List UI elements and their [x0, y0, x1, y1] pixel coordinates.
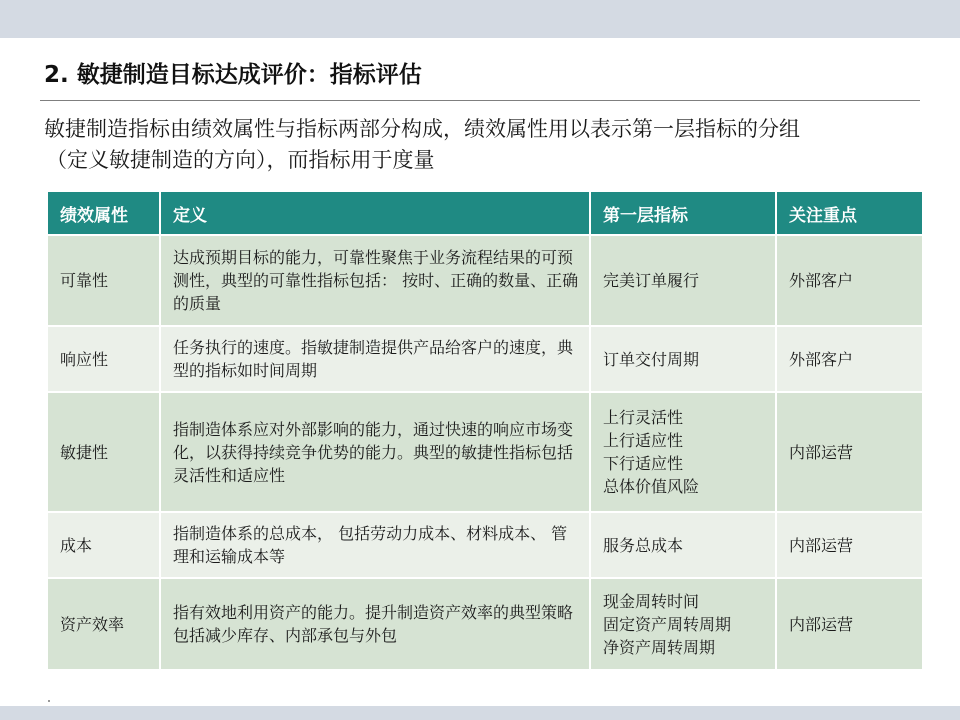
- metric-item: 下行适应性: [603, 454, 684, 473]
- intro-line-2: （定义敏捷制造的方向），而指标用于度量: [46, 148, 435, 172]
- cell-metrics: [590, 235, 776, 326]
- cell-focus: 内部运营: [776, 578, 922, 669]
- metric-item: 上行适应性: [603, 431, 684, 450]
- top-band: [0, 0, 960, 38]
- cell-metrics: [590, 578, 776, 669]
- cell-focus: 外部客户: [776, 326, 922, 392]
- metric-item: 订单交付周期: [603, 349, 700, 369]
- cell-definition: 达成预期目标的能力，可靠性聚焦于业务流程结果的可预测性，典型的可靠性指标包括： 按时、正确的数量、正确的质量: [160, 235, 590, 326]
- cell-attribute: 成本: [48, 512, 160, 578]
- metric-item: 净资产周转周期: [603, 637, 716, 657]
- cell-focus: 内部运营: [776, 392, 922, 512]
- intro-text: [44, 114, 924, 176]
- cell-metrics: [590, 392, 776, 512]
- table-row: [48, 326, 922, 392]
- cell-attribute: 资产效率: [48, 578, 160, 669]
- header-first-level-metrics: 第一层指标: [590, 192, 776, 235]
- cell-focus: 外部客户: [776, 235, 922, 326]
- cell-definition: 指制造体系的总成本， 包括劳动力成本、材料成本、 管理和运输成本等: [160, 512, 590, 578]
- table-row: [48, 512, 922, 578]
- table-row: [48, 578, 922, 669]
- cell-focus: 内部运营: [776, 512, 922, 578]
- metric-item: 固定资产周转周期: [603, 614, 732, 634]
- bottom-band: [0, 706, 960, 720]
- table-row: [48, 235, 922, 326]
- metric-item: 服务总成本: [603, 535, 684, 555]
- footer-dot: [48, 700, 50, 702]
- table-row: [48, 392, 922, 512]
- cell-metrics: [590, 512, 776, 578]
- cell-attribute: 可靠性: [48, 235, 160, 326]
- cell-definition: 指制造体系应对外部影响的能力，通过快速的响应市场变化，以获得持续竞争优势的能力。典型的敏捷性指标包括灵活性和适应性: [160, 392, 590, 512]
- table-header-row: [48, 192, 922, 235]
- slide-title: 2. 敏捷制造目标达成评价：指标评估: [44, 62, 422, 88]
- cell-definition: 指有效地利用资产的能力。提升制造资产效率的典型策略包括减少库存、内部承包与外包: [160, 578, 590, 669]
- header-attribute: 绩效属性: [48, 192, 160, 235]
- metric-item: 完美订单履行: [603, 271, 700, 290]
- cell-attribute: 敏捷性: [48, 392, 160, 512]
- intro-line-1: 敏捷制造指标由绩效属性与指标两部分构成，绩效属性用以表示第一层指标的分组: [44, 117, 800, 141]
- header-definition: 定义: [160, 192, 590, 235]
- title-divider: [40, 100, 920, 101]
- cell-definition: 任务执行的速度。指敏捷制造提供产品给客户的速度，典型的指标如时间周期: [160, 326, 590, 392]
- header-focus: 关注重点: [776, 192, 922, 235]
- cell-metrics: [590, 326, 776, 392]
- metric-item: 现金周转时间: [603, 591, 700, 611]
- cell-attribute: 响应性: [48, 326, 160, 392]
- metric-item: 总体价值风险: [603, 477, 700, 496]
- indicator-table: [48, 192, 922, 669]
- metric-item: 上行灵活性: [603, 408, 684, 427]
